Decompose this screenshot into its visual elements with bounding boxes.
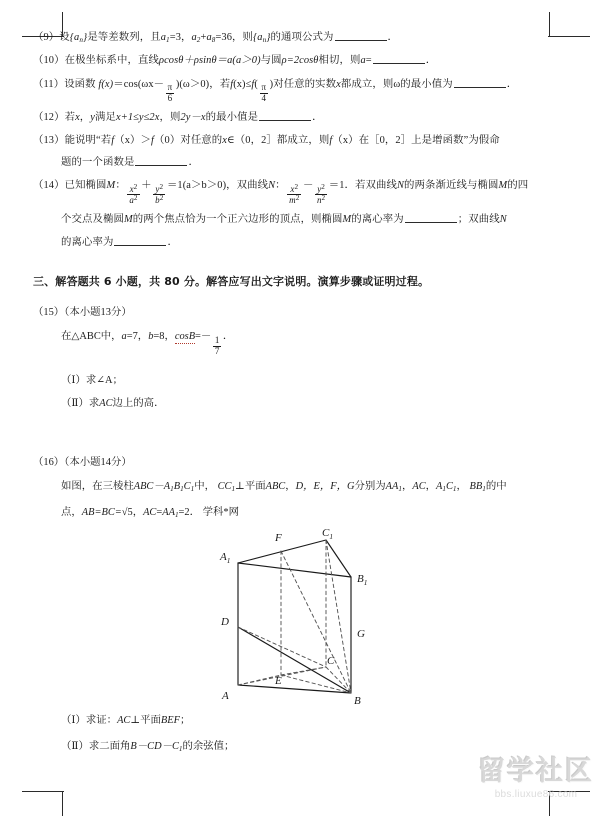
q15-sub-2: （Ⅱ）求AC边上的高． bbox=[61, 397, 165, 409]
watermark-text: 留学社区 bbox=[478, 756, 594, 787]
question-13: （13）能说明“若f（x）＞f（0）对任意的x∈（0，2］都成立，则f（x）在［0，2］上是增函数”为假命 题的一个函数是 ． bbox=[33, 133, 579, 172]
q11-fraction-pi-6: $\frac{\pi}{6}$ bbox=[167, 82, 173, 103]
q9-seq: $\{a_n\}$ bbox=[69, 32, 88, 45]
question-15-header bbox=[33, 303, 579, 318]
q16-figure-container bbox=[33, 527, 579, 712]
q14-number: （14） bbox=[33, 180, 65, 192]
q10-circle: ρ=2cosθ bbox=[281, 55, 319, 67]
q9-number: （9） bbox=[33, 32, 60, 43]
q12-objective: 2y－x bbox=[180, 111, 206, 123]
q14-hyperbola-term-2: $\frac{y^2}{n^2}$ bbox=[316, 182, 326, 206]
q15-fraction-1-7: $\frac{1}{7}$ bbox=[214, 335, 220, 356]
answer-blank[interactable] bbox=[335, 31, 387, 41]
q16-stem-line-2: 点，AB=BC=√5，$AC=AA_1=2$． 学科*网 bbox=[61, 506, 239, 519]
q14-line-3: 的离心率为 ． bbox=[61, 236, 178, 248]
label-A: A bbox=[222, 690, 229, 703]
q9-text-2: 是等差数列，且 bbox=[87, 32, 161, 43]
q15-points: （本小题13分） bbox=[64, 307, 132, 319]
answer-blank[interactable] bbox=[135, 156, 187, 166]
label-C: C bbox=[327, 655, 335, 668]
q16-number: （16） bbox=[33, 457, 65, 469]
q15-number: （15） bbox=[33, 307, 65, 319]
prism-figure bbox=[218, 527, 418, 707]
exam-content bbox=[33, 30, 579, 761]
q14-ellipse-term-2: $\frac{y^2}{b^2}$ bbox=[155, 182, 164, 206]
q9-a2: a bbox=[191, 32, 197, 43]
q10-number: （10） bbox=[33, 55, 65, 67]
question-14: （14）已知椭圆M： $\frac{x^2}{a^2}$ ＋ $\frac{y^2}{b^2}$ ＝1(a＞b＞0)，双曲线N： $\frac{x^2}{m^2}$ － $\frac{y^2}{n^2}$ ＝1．若双曲线N的两条渐近线与椭圆M的四 个交点及椭圆M的两个焦点恰为一个正六边形的顶点，则椭圆M的离心率为 ；双曲线N 的离心率为 ． bbox=[33, 178, 579, 251]
question-11: （11）设函数 f(x)＝cos(ωx－ $\frac{\pi}{6}$ )(ω＞0)，若f(x)≤f( $\frac{\pi}{4}$ )对任意的实数x都成立，则ω的最小值为 ． bbox=[33, 78, 518, 103]
answer-blank[interactable] bbox=[405, 213, 457, 223]
label-D: D bbox=[221, 616, 229, 629]
corner-mark-bottom-left bbox=[22, 790, 64, 816]
watermark bbox=[478, 749, 594, 800]
q9-a1: a bbox=[160, 32, 167, 43]
question-12: （12）若x，y满足x+1≤y≤2x，则2y－x的最小值是 ． bbox=[33, 111, 323, 123]
question-9: （9）设$\{a_n\}$是等差数列，且$a_1=3$，$a_2+a_8=36$，则$\{a_n\}$的通项公式为 ． bbox=[33, 32, 398, 45]
answer-blank[interactable] bbox=[114, 236, 166, 246]
q14-ellipse-term-1: $\frac{x^2}{a^2}$ bbox=[129, 182, 138, 206]
q16-stem-line-1: 如图，在三棱柱$ABC-A_1B_1C_1$中， $CC_1\perp$平面ABC，D，E，F，G分别为$AA_1$，AC，$A_1C_1$， $BB_1$的中 bbox=[61, 481, 507, 494]
q12-constraint: x+1≤y≤2x bbox=[116, 111, 160, 123]
q13-line-2: 题的一个函数是 ． bbox=[61, 156, 199, 168]
q14-hyperbola-term-1: $\frac{x^2}{m^2}$ bbox=[289, 182, 300, 206]
q16-points: （本小题14分） bbox=[64, 457, 132, 469]
spacer bbox=[33, 417, 579, 431]
q16-sqrt5: √5 bbox=[121, 506, 133, 518]
label-E: E bbox=[275, 675, 282, 688]
q9-text-1: 设 bbox=[59, 32, 70, 43]
label-C1: $C_1$ bbox=[322, 527, 334, 542]
answer-blank[interactable] bbox=[454, 78, 506, 88]
q15-stem: 在△ABC中，a=7，b=8，cosB=－ $\frac{1}{7}$ ． bbox=[61, 331, 234, 356]
label-F: F bbox=[275, 532, 282, 545]
q11-number: （11） bbox=[33, 78, 65, 90]
question-10: （10）在极坐标系中，直线ρcosθ＋ρsinθ＝a(a＞0)与圆ρ=2cosθ相切，则a= ． bbox=[33, 55, 437, 67]
answer-blank[interactable] bbox=[373, 55, 425, 65]
q11-fraction-pi-4: $\frac{\pi}{4}$ bbox=[261, 82, 267, 103]
label-B: B bbox=[354, 695, 361, 708]
q15-sub-1: （Ⅰ）求∠A； bbox=[61, 374, 123, 386]
q15-cosB: cosB bbox=[174, 331, 196, 343]
q16-sub-2: （Ⅱ）求二面角$B-CD-C_1$的余弦值； bbox=[61, 740, 235, 753]
watermark-url: bbs.liuxue86.com bbox=[494, 789, 578, 800]
label-B1: $B_1$ bbox=[357, 573, 368, 588]
label-A1: $A_1$ bbox=[220, 551, 231, 566]
q16-site-tag: 学科*网 bbox=[202, 506, 239, 518]
question-16-header bbox=[33, 453, 579, 468]
q9-a8: a bbox=[206, 32, 212, 43]
q12-number: （12） bbox=[33, 111, 65, 123]
q9-seq-2: $\{a_n\}$ bbox=[253, 32, 271, 45]
answer-blank[interactable] bbox=[259, 111, 311, 121]
q13-number: （13） bbox=[33, 135, 65, 147]
q10-equation: ρcosθ＋ρsinθ＝a(a＞0) bbox=[159, 55, 261, 67]
q14-line-2: 个交点及椭圆M的两个焦点恰为一个正六边形的顶点，则椭圆M的离心率为 ；双曲线N bbox=[61, 213, 507, 225]
section-3-heading: 三、解答题共 6 小题，共 80 分。解答应写出文字说明。演算步骤或证明过程。 bbox=[33, 275, 430, 289]
q16-sub-1: （Ⅰ）求证：AC⊥平面BEF； bbox=[61, 715, 191, 727]
label-G: G bbox=[357, 628, 365, 641]
